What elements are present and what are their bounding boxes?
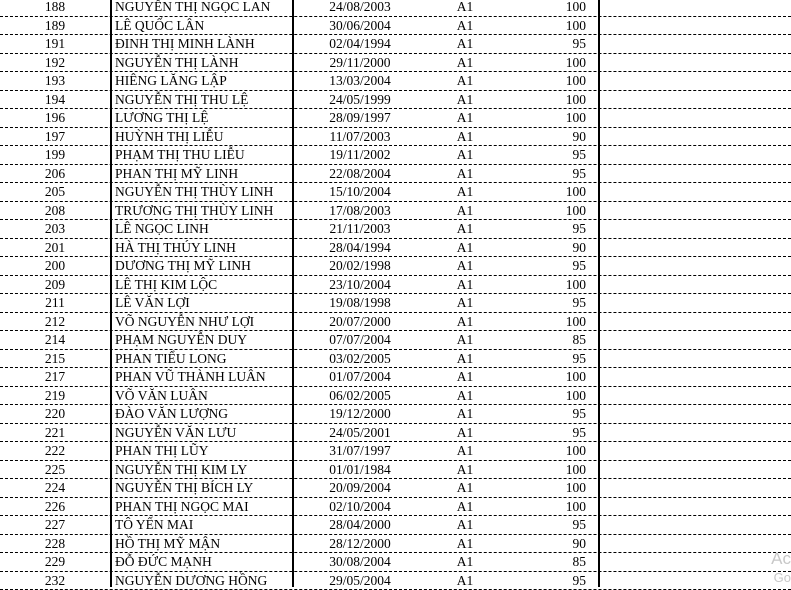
date-of-birth-cell[interactable]: 02/04/1994 [296, 35, 424, 54]
class-code-cell[interactable]: A1 [426, 276, 504, 295]
student-name-cell[interactable]: HUỲNH THỊ LIỄU [115, 128, 293, 147]
student-name-cell[interactable]: LÊ THỊ KIM LỘC [115, 276, 293, 295]
table-row[interactable] [0, 387, 791, 406]
student-name-cell[interactable]: PHAN VŨ THÀNH LUÂN [115, 368, 293, 387]
score-cell[interactable]: 100 [506, 17, 586, 36]
class-code-cell[interactable]: A1 [426, 313, 504, 332]
class-code-cell[interactable]: A1 [426, 405, 504, 424]
date-of-birth-cell[interactable]: 13/03/2004 [296, 72, 424, 91]
date-of-birth-cell[interactable]: 20/09/2004 [296, 479, 424, 498]
table-row[interactable] [0, 442, 791, 461]
date-of-birth-cell[interactable]: 29/05/2004 [296, 572, 424, 590]
class-code-cell[interactable]: A1 [426, 220, 504, 239]
score-cell[interactable]: 100 [506, 442, 586, 461]
table-row[interactable] [0, 128, 791, 147]
date-of-birth-cell[interactable]: 03/02/2005 [296, 350, 424, 369]
score-cell[interactable]: 100 [506, 276, 586, 295]
watermark-line-2: Go [774, 570, 791, 585]
row-number-cell[interactable]: 232 [0, 572, 110, 590]
date-of-birth-cell[interactable]: 24/08/2003 [296, 0, 424, 17]
table-row[interactable] [0, 424, 791, 443]
row-number-cell[interactable]: 220 [0, 405, 110, 424]
score-cell[interactable]: 100 [506, 183, 586, 202]
student-name-cell[interactable]: LÊ VĂN LỢI [115, 294, 293, 313]
row-number-cell[interactable]: 224 [0, 479, 110, 498]
date-of-birth-cell[interactable]: 02/10/2004 [296, 498, 424, 517]
student-name-cell[interactable]: TÔ YẾN MAI [115, 516, 293, 535]
class-code-cell[interactable]: A1 [426, 424, 504, 443]
row-number-cell[interactable]: 211 [0, 294, 110, 313]
row-number-cell[interactable]: 194 [0, 91, 110, 110]
class-code-cell[interactable]: A1 [426, 442, 504, 461]
table-row[interactable] [0, 294, 791, 313]
row-number-cell[interactable]: 188 [0, 0, 110, 17]
student-name-cell[interactable]: PHAN THỊ LŨY [115, 442, 293, 461]
date-of-birth-cell[interactable]: 30/06/2004 [296, 17, 424, 36]
date-of-birth-cell[interactable]: 01/01/1984 [296, 461, 424, 480]
table-row[interactable] [0, 257, 791, 276]
table-row[interactable] [0, 572, 791, 590]
date-of-birth-cell[interactable]: 15/10/2004 [296, 183, 424, 202]
student-name-cell[interactable]: HÀ THỊ THÚY LINH [115, 239, 293, 258]
score-cell[interactable]: 95 [506, 516, 586, 535]
score-cell[interactable]: 100 [506, 498, 586, 517]
student-name-cell[interactable]: PHẠM NGUYỄN DUY [115, 331, 293, 350]
class-code-cell[interactable]: A1 [426, 479, 504, 498]
table-row[interactable] [0, 276, 791, 295]
class-code-cell[interactable]: A1 [426, 572, 504, 590]
date-of-birth-cell[interactable]: 17/08/2003 [296, 202, 424, 221]
date-of-birth-cell[interactable]: 06/02/2005 [296, 387, 424, 406]
score-cell[interactable]: 100 [506, 313, 586, 332]
table-row[interactable] [0, 479, 791, 498]
score-cell[interactable]: 100 [506, 387, 586, 406]
row-number-cell[interactable]: 217 [0, 368, 110, 387]
class-code-cell[interactable]: A1 [426, 498, 504, 517]
table-row[interactable] [0, 368, 791, 387]
date-of-birth-cell[interactable]: 24/05/2001 [296, 424, 424, 443]
class-code-cell[interactable]: A1 [426, 54, 504, 73]
class-code-cell[interactable]: A1 [426, 553, 504, 572]
row-number-cell[interactable]: 189 [0, 17, 110, 36]
class-code-cell[interactable]: A1 [426, 294, 504, 313]
class-code-cell[interactable]: A1 [426, 239, 504, 258]
date-of-birth-cell[interactable]: 19/12/2000 [296, 405, 424, 424]
date-of-birth-cell[interactable]: 28/09/1997 [296, 109, 424, 128]
date-of-birth-cell[interactable]: 24/05/1999 [296, 91, 424, 110]
class-code-cell[interactable]: A1 [426, 387, 504, 406]
table-row[interactable] [0, 405, 791, 424]
student-name-cell[interactable]: NGUYỄN VĂN LƯU [115, 424, 293, 443]
table-row[interactable] [0, 91, 791, 110]
table-row[interactable] [0, 313, 791, 332]
row-number-cell[interactable]: 221 [0, 424, 110, 443]
score-cell[interactable]: 90 [506, 128, 586, 147]
date-of-birth-cell[interactable]: 28/12/2000 [296, 535, 424, 554]
table-row[interactable] [0, 350, 791, 369]
date-of-birth-cell[interactable]: 07/07/2004 [296, 331, 424, 350]
row-number-cell[interactable]: 215 [0, 350, 110, 369]
table-row[interactable] [0, 54, 791, 73]
score-cell[interactable]: 95 [506, 35, 586, 54]
score-cell[interactable]: 100 [506, 368, 586, 387]
row-number-cell[interactable]: 196 [0, 109, 110, 128]
row-number-cell[interactable]: 212 [0, 313, 110, 332]
row-number-cell[interactable]: 205 [0, 183, 110, 202]
class-code-cell[interactable]: A1 [426, 35, 504, 54]
student-name-cell[interactable]: NGUYỄN THỊ LÀNH [115, 54, 293, 73]
student-name-cell[interactable]: NGUYỄN THỊ KIM LY [115, 461, 293, 480]
student-name-cell[interactable]: NGUYỄN THỊ THÙY LINH [115, 183, 293, 202]
table-row[interactable] [0, 17, 791, 36]
class-code-cell[interactable]: A1 [426, 461, 504, 480]
row-number-cell[interactable]: 225 [0, 461, 110, 480]
table-row[interactable] [0, 109, 791, 128]
table-row[interactable] [0, 331, 791, 350]
row-number-cell[interactable]: 227 [0, 516, 110, 535]
row-number-cell[interactable]: 228 [0, 535, 110, 554]
score-cell[interactable]: 100 [506, 479, 586, 498]
table-row[interactable] [0, 35, 791, 54]
table-row[interactable] [0, 165, 791, 184]
score-cell[interactable]: 95 [506, 294, 586, 313]
score-cell[interactable]: 100 [506, 109, 586, 128]
date-of-birth-cell[interactable]: 23/10/2004 [296, 276, 424, 295]
watermark-line-1: Ac [771, 549, 791, 569]
row-number-cell[interactable]: 206 [0, 165, 110, 184]
score-cell[interactable]: 100 [506, 91, 586, 110]
student-name-cell[interactable]: PHAN THỊ MỸ LINH [115, 165, 293, 184]
table-row[interactable] [0, 0, 791, 17]
table-row[interactable] [0, 72, 791, 91]
score-cell[interactable]: 95 [506, 350, 586, 369]
score-cell[interactable]: 100 [506, 72, 586, 91]
student-name-cell[interactable]: LƯƠNG THỊ LỆ [115, 109, 293, 128]
student-name-cell[interactable]: TRƯƠNG THỊ THÙY LINH [115, 202, 293, 221]
row-number-cell[interactable]: 209 [0, 276, 110, 295]
student-name-cell[interactable]: PHẠM THỊ THU LIỄU [115, 146, 293, 165]
class-code-cell[interactable]: A1 [426, 0, 504, 17]
score-cell[interactable]: 100 [506, 54, 586, 73]
student-name-cell[interactable]: HIÊNG LĂNG LẬP [115, 72, 293, 91]
class-code-cell[interactable]: A1 [426, 350, 504, 369]
class-code-cell[interactable]: A1 [426, 535, 504, 554]
table-row[interactable] [0, 202, 791, 221]
row-number-cell[interactable]: 214 [0, 331, 110, 350]
score-cell[interactable]: 95 [506, 220, 586, 239]
date-of-birth-cell[interactable]: 20/02/1998 [296, 257, 424, 276]
row-number-cell[interactable]: 226 [0, 498, 110, 517]
row-number-cell[interactable]: 193 [0, 72, 110, 91]
row-number-cell[interactable]: 219 [0, 387, 110, 406]
table-row[interactable] [0, 220, 791, 239]
row-number-cell[interactable]: 191 [0, 35, 110, 54]
table-row[interactable] [0, 461, 791, 480]
score-cell[interactable]: 95 [506, 257, 586, 276]
student-name-cell[interactable]: DƯƠNG THỊ MỸ LINH [115, 257, 293, 276]
student-name-cell[interactable]: HỒ THỊ MỸ MẬN [115, 535, 293, 554]
student-name-cell[interactable]: ĐINH THỊ MINH LÀNH [115, 35, 293, 54]
row-number-cell[interactable]: 203 [0, 220, 110, 239]
date-of-birth-cell[interactable]: 20/07/2000 [296, 313, 424, 332]
row-number-cell[interactable]: 197 [0, 128, 110, 147]
table-row[interactable] [0, 146, 791, 165]
row-number-cell[interactable]: 229 [0, 553, 110, 572]
class-code-cell[interactable]: A1 [426, 516, 504, 535]
score-cell[interactable]: 90 [506, 239, 586, 258]
table-row[interactable] [0, 498, 791, 517]
student-name-cell[interactable]: LÊ QUỐC LÂN [115, 17, 293, 36]
student-name-cell[interactable]: PHAN TIỂU LONG [115, 350, 293, 369]
class-code-cell[interactable]: A1 [426, 202, 504, 221]
student-name-cell[interactable]: VÕ VĂN LUÂN [115, 387, 293, 406]
table-row[interactable] [0, 516, 791, 535]
student-name-cell[interactable]: PHAN THỊ NGỌC MAI [115, 498, 293, 517]
score-cell[interactable]: 85 [506, 553, 586, 572]
score-cell[interactable]: 95 [506, 146, 586, 165]
student-name-cell[interactable]: NGUYỄN THỊ THU LỆ [115, 91, 293, 110]
table-row[interactable] [0, 239, 791, 258]
date-of-birth-cell[interactable]: 21/11/2003 [296, 220, 424, 239]
student-name-cell[interactable]: NGUYỄN THỊ BÍCH LY [115, 479, 293, 498]
class-code-cell[interactable]: A1 [426, 109, 504, 128]
score-cell[interactable]: 95 [506, 405, 586, 424]
date-of-birth-cell[interactable]: 31/07/1997 [296, 442, 424, 461]
date-of-birth-cell[interactable]: 19/11/2002 [296, 146, 424, 165]
class-code-cell[interactable]: A1 [426, 257, 504, 276]
date-of-birth-cell[interactable]: 28/04/1994 [296, 239, 424, 258]
student-name-cell[interactable]: LÊ NGỌC LINH [115, 220, 293, 239]
row-number-cell[interactable]: 192 [0, 54, 110, 73]
row-number-cell[interactable]: 199 [0, 146, 110, 165]
student-name-cell[interactable]: ĐÀO VĂN LƯỢNG [115, 405, 293, 424]
date-of-birth-cell[interactable]: 28/04/2000 [296, 516, 424, 535]
row-number-cell[interactable]: 208 [0, 202, 110, 221]
student-name-cell[interactable]: VÕ NGUYỄN NHƯ LỢI [115, 313, 293, 332]
row-number-cell[interactable]: 200 [0, 257, 110, 276]
class-code-cell[interactable]: A1 [426, 17, 504, 36]
date-of-birth-cell[interactable]: 30/08/2004 [296, 553, 424, 572]
class-code-cell[interactable]: A1 [426, 72, 504, 91]
score-cell[interactable]: 95 [506, 165, 586, 184]
date-of-birth-cell[interactable]: 29/11/2000 [296, 54, 424, 73]
date-of-birth-cell[interactable]: 22/08/2004 [296, 165, 424, 184]
score-cell[interactable]: 85 [506, 331, 586, 350]
student-name-cell[interactable]: NGUYỄN DƯƠNG HỒNG [115, 572, 293, 590]
class-code-cell[interactable]: A1 [426, 128, 504, 147]
score-cell[interactable]: 100 [506, 461, 586, 480]
class-code-cell[interactable]: A1 [426, 368, 504, 387]
score-cell[interactable]: 95 [506, 572, 586, 590]
table-row[interactable] [0, 553, 791, 572]
score-cell[interactable]: 90 [506, 535, 586, 554]
row-number-cell[interactable]: 222 [0, 442, 110, 461]
date-of-birth-cell[interactable]: 11/07/2003 [296, 128, 424, 147]
class-code-cell[interactable]: A1 [426, 165, 504, 184]
table-row[interactable] [0, 183, 791, 202]
date-of-birth-cell[interactable]: 01/07/2004 [296, 368, 424, 387]
score-cell[interactable]: 100 [506, 0, 586, 17]
table-row[interactable] [0, 535, 791, 554]
row-number-cell[interactable]: 201 [0, 239, 110, 258]
class-code-cell[interactable]: A1 [426, 91, 504, 110]
class-code-cell[interactable]: A1 [426, 183, 504, 202]
class-code-cell[interactable]: A1 [426, 146, 504, 165]
score-cell[interactable]: 100 [506, 202, 586, 221]
student-name-cell[interactable]: ĐỖ ĐỨC MẠNH [115, 553, 293, 572]
date-of-birth-cell[interactable]: 19/08/1998 [296, 294, 424, 313]
class-code-cell[interactable]: A1 [426, 331, 504, 350]
student-name-cell[interactable]: NGUYỄN THỊ NGỌC LAN [115, 0, 293, 17]
score-cell[interactable]: 95 [506, 424, 586, 443]
